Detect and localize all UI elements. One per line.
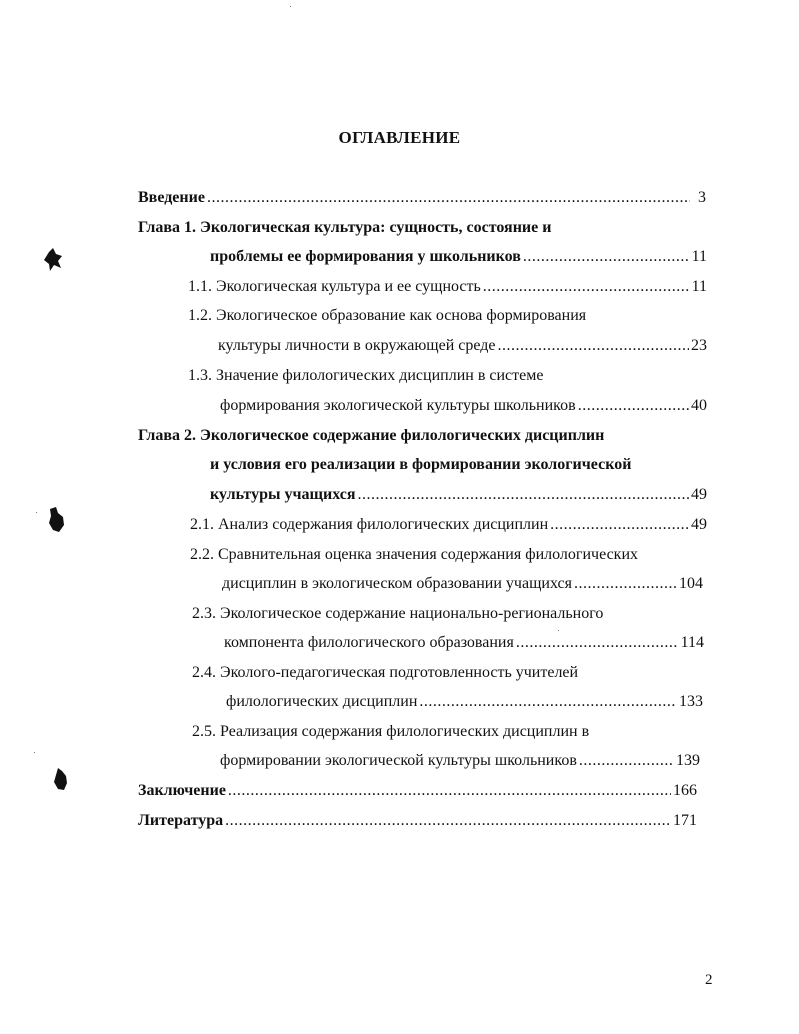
toc-entry-conclusion: Заключение ..... 166: [138, 781, 697, 801]
toc-section-1-2-line2: культуры личности в окружающей среде ..... 23: [218, 336, 707, 356]
toc-section-2-1: 2.1. Анализ содержания филологических дисциплин ..... 49: [190, 515, 707, 535]
toc-page-number: 133: [679, 693, 703, 710]
leader-dots: [516, 633, 679, 653]
toc-page-number: 11: [691, 278, 707, 295]
ink-blot-icon: [48, 765, 72, 793]
toc-chapter-2-line1: Глава 2. Экологическое содержание филологических дисциплин: [138, 427, 605, 444]
toc-page-number: 114: [680, 634, 704, 651]
toc-chapter-1-line2: проблемы ее формирования у школьников ..... 11: [210, 247, 707, 267]
toc-chapter-2-line3: культуры учащихся ..... 49: [210, 485, 707, 505]
leader-dots: [228, 781, 671, 801]
toc-section-2-4-line2: филологических дисциплин ..... 133: [226, 692, 703, 712]
toc-page-number: 166: [673, 782, 697, 799]
leader-dots: [574, 574, 677, 594]
toc-entry-text: Введение: [138, 189, 205, 206]
toc-section-2-4-line1: 2.4. Эколого-педагогическая подготовленность учителей: [192, 664, 579, 681]
leader-dots: [419, 692, 677, 712]
leader-dots: [523, 247, 690, 267]
toc-chapter-1-line1: Глава 1. Экологическая культура: сущность, состояние и: [138, 219, 552, 236]
leader-dots: [550, 515, 689, 535]
toc-section-2-5-line2: формировании экологической культуры школьников ..... 139: [220, 751, 700, 771]
ink-blot-icon: [44, 505, 68, 535]
toc-entry-literature: Литература ..... 171: [138, 811, 697, 831]
toc-section-1-3-line2: формирования экологической культуры школьников ..... 40: [220, 396, 707, 416]
toc-section-2-2-line1: 2.2. Сравнительная оценка значения содержания филологических: [190, 546, 639, 563]
toc-section-1-2-line1: 1.2. Экологическое образование как основа формирования: [188, 307, 587, 324]
toc-page-number: 104: [679, 575, 703, 592]
toc-section-2-3-line1: 2.3. Экологическое содержание национально-регионального: [192, 605, 604, 622]
toc-entry-intro: [138, 188, 706, 208]
scan-speck: [34, 752, 35, 753]
leader-dots: [225, 811, 671, 831]
scan-speck: [36, 512, 37, 513]
leader-dots: [579, 751, 674, 771]
toc-section-1-1: 1.1. Экологическая культура и ее сущность ..... 11: [188, 277, 707, 297]
toc-page-number: 23: [691, 337, 707, 354]
toc-page-number: 3: [698, 189, 706, 206]
leader-dots: [358, 485, 689, 505]
toc-page-number: 40: [691, 397, 707, 414]
toc-page-number: 171: [673, 812, 697, 829]
scan-speck: [290, 6, 291, 7]
toc-page-number: 11: [691, 248, 707, 265]
leader-dots: [483, 277, 690, 297]
scan-speck: [558, 630, 559, 631]
page-number: 2: [705, 972, 713, 988]
toc-section-2-3-line2: компонента филологического образования ..... 114: [224, 633, 704, 653]
toc-section-2-2-line2: дисциплин в экологическом образовании учащихся ..... 104: [222, 574, 703, 594]
leader-dots: [207, 188, 690, 208]
toc-page-number: 49: [691, 516, 707, 533]
leader-dots: [578, 396, 689, 416]
toc-page-number: 49: [691, 486, 707, 503]
toc-section-1-3-line1: 1.3. Значение филологических дисциплин в системе: [188, 367, 544, 384]
toc-page-number: 139: [676, 752, 700, 769]
toc-chapter-2-line2: и условия его реализации в формировании экологической: [210, 456, 632, 473]
toc-section-2-5-line1: 2.5. Реализация содержания филологических дисциплин в: [192, 723, 590, 740]
page-title: ОГЛАВЛЕНИЕ: [338, 128, 461, 147]
leader-dots: [498, 336, 690, 356]
ink-blot-icon: [40, 246, 66, 274]
